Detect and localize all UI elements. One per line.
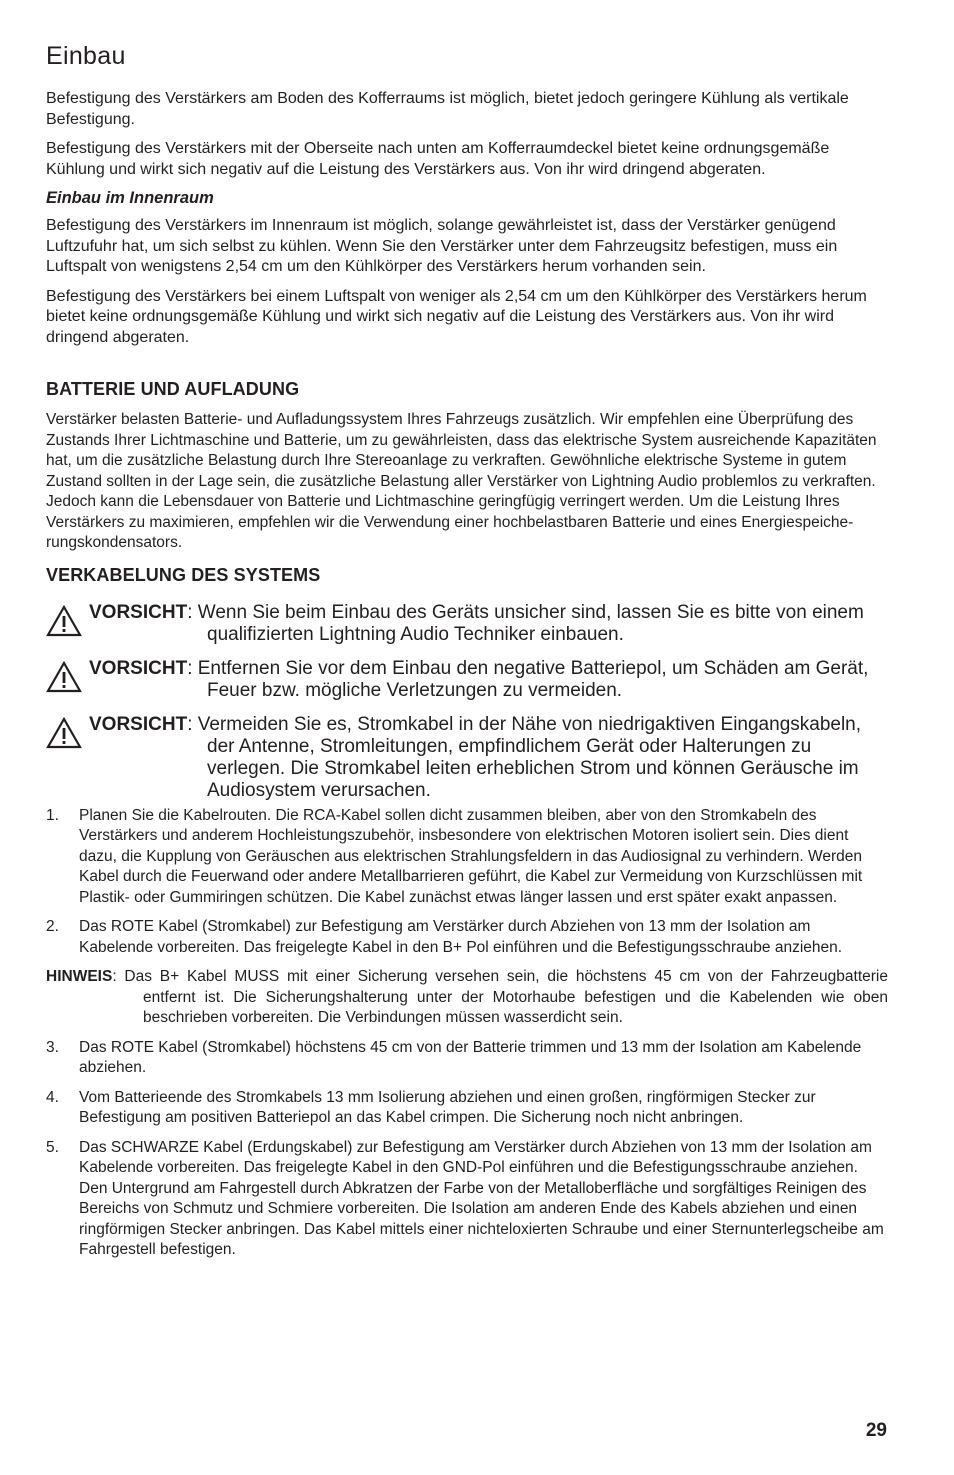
caution-notice bbox=[46, 602, 888, 646]
caution-label: VORSICHT bbox=[89, 713, 188, 735]
caution-label: VORSICHT bbox=[89, 601, 188, 623]
list-item-text: Das ROTE Kabel (Stromkabel) höchstens 45 cm von der Batterie trimmen und 13 mm der Isolation am Kabelende abziehen. bbox=[79, 1038, 862, 1076]
page-content bbox=[46, 42, 888, 1270]
wiring-heading: VERKABELUNG DES SYSTEMS bbox=[46, 564, 321, 585]
warning-triangle-icon bbox=[46, 717, 82, 749]
list-item-number: 4. bbox=[46, 1088, 59, 1106]
caution-notice bbox=[46, 714, 888, 802]
note-text: : Das B+ Kabel MUSS mit einer Sicherung versehen sein, die höchstens 45 cm von der Fahrzeugbatterie entfernt ist. Die Sicherungshalterung unter der Motorhaube befestigen und die Kabelenden wie oben beschrieben vorbereiten. Die Verbindungen müssen wasserdicht sein. bbox=[112, 968, 888, 1026]
list-item bbox=[46, 806, 888, 909]
list-item bbox=[46, 917, 888, 958]
caution-text: : Wenn Sie beim Einbau des Geräts unsicher sind, lassen Sie es bitte von einem qualifizierten Lightning Audio Techniker einbauen. bbox=[187, 601, 864, 645]
warning-triangle-icon bbox=[46, 605, 82, 637]
battery-heading: BATTERIE UND AUFLADUNG bbox=[46, 379, 300, 399]
list-item-number: 5. bbox=[46, 1138, 59, 1156]
battery-paragraph: Verstärker belasten Batterie- und Aufladungssystem Ihres Fahrzeugs zusätzlich. Wir empfehlen eine Überprüfung des Zustands Ihrer Lichtmaschine und Batterie, um zu gewährleisten, dass das elektrische System ausreichende Kapazitäten hat, um die zusätzliche Belastung durch Ihre Stereoanlage zu verkraften. Gewöhnliche elektrische Systeme in gutem Zustand sollten in der Lage sein, die zusätzliche Belastung aller Verstärker von Lightning Audio problemlos zu verkraften. Jedoch kann die Lebensdauer von Batterie und Lichtmaschine geringfügig verringert werden. Um die Leistung Ihres Verstärkers zu maximieren, empfehlen wir die Verwendung einer hochbelastbaren Batterie und eines Energiespeiche-rungskondensators. bbox=[46, 411, 877, 551]
list-item-number: 3. bbox=[46, 1038, 59, 1056]
caution-notice bbox=[46, 658, 888, 702]
interior-paragraph: Befestigung des Verstärkers bei einem Luftspalt von weniger als 2,54 cm um den Kühlkörper des Verstärkers herum bietet keine ordnungsgemäße Kühlung und wirkt sich negativ auf die Leistung des Verstärkers aus. Von ihr wird dringend abgeraten. bbox=[46, 287, 867, 346]
caution-label: VORSICHT bbox=[89, 657, 188, 679]
list-item-text: Das ROTE Kabel (Stromkabel) zur Befestigung am Verstärker durch Abziehen von 13 mm der Isolation am Kabelende vorbereiten. Das freigelegte Kabel in den B+ Pol einführen und die Befestigungsschraube anziehen. bbox=[79, 918, 843, 956]
list-item bbox=[46, 1038, 888, 1079]
interior-heading: Einbau im Innenraum bbox=[46, 189, 214, 207]
interior-paragraph: Befestigung des Verstärkers im Innenraum ist möglich, solange gewährleistet ist, dass der Verstärker genügend Luftzufuhr hat, um sich selbst zu kühlen. Wenn Sie den Verstärker unter dem Fahrzeugsitz befestigen, muss ein Luftspalt von wenigstens 2,54 cm um den Kühlkörper des Verstärkers herum vorhanden sein. bbox=[46, 217, 838, 275]
list-item-text: Vom Batterieende des Stromkabels 13 mm Isolierung abziehen und einen großen, ringförmigen Stecker zur Befestigung am positiven Batteriepol an das Kabel crimpen. Die Sicherung noch nicht anbringen. bbox=[79, 1088, 816, 1126]
page-number: 29 bbox=[865, 1420, 887, 1441]
list-item-text: Das SCHWARZE Kabel (Erdungskabel) zur Befestigung am Verstärker durch Abziehen von 13 mm der Isolation am Kabelende vorbereiten. Das freigelegte Kabel in den GND-Pol einführen und die Befestigungsschraube anziehen. Den Untergrund am Fahrgestell durch Abkratzen der Farbe von der Metalloberfläche und sorgfältiges Reinigen des Bereichs von Schmutz und Schmiere vorbereiten. Die Isolation am anderen Ende des Kabels abziehen und einen ringförmigen Stecker anbringen. Das Kabel mittels einer nichteloxierten Schraube und einer Sternunterlegscheibe am Fahrgestell befestigen. bbox=[79, 1138, 884, 1258]
note bbox=[46, 967, 888, 1029]
warning-triangle-icon bbox=[46, 661, 82, 693]
note-label: HINWEIS bbox=[46, 968, 113, 985]
intro-paragraph: Befestigung des Verstärkers am Boden des Kofferraums ist möglich, bietet jedoch geringere Kühlung als vertikale Befestigung. bbox=[46, 90, 849, 128]
list-item-text: Planen Sie die Kabelrouten. Die RCA-Kabel sollen dicht zusammen bleiben, aber von den Stromkabeln des Verstärkers und anderem Hochleistungszubehör, insbesondere von elektrischen Motoren isoliert sein. Dies dient dazu, die Kupplung von Geräuschen aus elektrischen Strahlungsfeldern in das Audiosignal zu verhindern. Werden Kabel durch die Feuerwand oder andere Metallbarrieren geführt, die Kabel zur Vermeidung von Kurzschlüssen mit Plastik- oder Gummiringen schützen. Die Kabel zunächst etwas länger lassen und erst später exakt anpassen. bbox=[79, 806, 863, 906]
list-item-number: 1. bbox=[46, 806, 59, 824]
list-item bbox=[46, 1138, 888, 1261]
list-item-number: 2. bbox=[46, 918, 59, 935]
list-item bbox=[46, 1088, 888, 1129]
page-title: Einbau bbox=[46, 42, 126, 70]
caution-text: : Entfernen Sie vor dem Einbau den negative Batteriepol, um Schäden am Gerät, Feuer bzw. mögliche Verletzungen zu vermeiden. bbox=[187, 657, 869, 701]
intro-paragraph: Befestigung des Verstärkers mit der Oberseite nach unten am Kofferraumdeckel bietet keine ordnungsgemäße Kühlung und wirkt sich negativ auf die Leistung des Verstärkers aus. Von ihr wird dringend abgeraten. bbox=[46, 140, 830, 178]
caution-text: : Vermeiden Sie es, Stromkabel in der Nähe von niedrigaktiven Eingangskabeln, der Antenne, Stromleitungen, empfindlichem Gerät oder Halterungen zu verlegen. Die Stromkabel leiten erheblichen Strom und können Geräusche im Audiosystem verursachen. bbox=[187, 713, 862, 801]
